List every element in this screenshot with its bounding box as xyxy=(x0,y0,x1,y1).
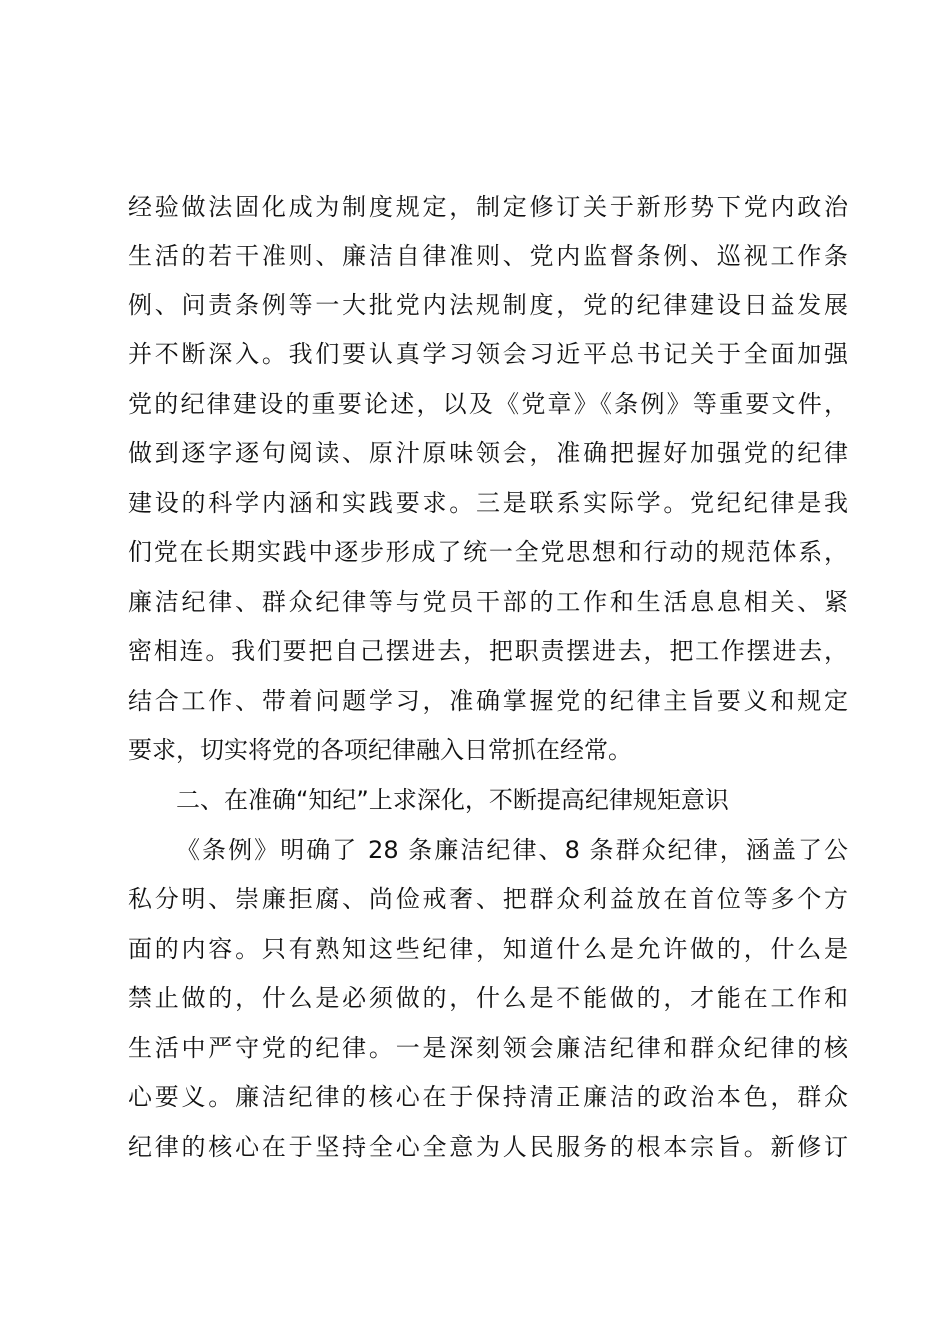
text-line: 做到逐字逐句阅读、原汁原味领会，准确把握好加强党的纪律 xyxy=(128,439,848,467)
text-line: 廉洁纪律、群众纪律等与党员干部的工作和生活息息相关、紧 xyxy=(128,588,848,616)
text-line: 禁止做的，什么是必须做的，什么是不能做的，才能在工作和 xyxy=(128,984,848,1012)
text-line: 结合工作、带着问题学习，准确掌握党的纪律主旨要义和规定 xyxy=(128,687,848,715)
text-line: 要求，切实将党的各项纪律融入日常抓在经常。 xyxy=(128,736,632,764)
text-line: 心要义。廉洁纪律的核心在于保持清正廉洁的政治本色，群众 xyxy=(128,1083,848,1111)
text-line: 生活中严守党的纪律。一是深刻领会廉洁纪律和群众纪律的核 xyxy=(128,1034,848,1062)
text-line: 建设的科学内涵和实践要求。三是联系实际学。党纪纪律是我 xyxy=(128,489,848,517)
text-line: 面的内容。只有熟知这些纪律，知道什么是允许做的，什么是 xyxy=(128,935,848,963)
text-line: 例、问责条例等一大批党内法规制度，党的纪律建设日益发展 xyxy=(128,291,848,319)
text-line: 经验做法固化成为制度规定，制定修订关于新形势下党内政治 xyxy=(128,193,848,221)
text-line: 《条例》明确了 28 条廉洁纪律、8 条群众纪律，涵盖了公 xyxy=(176,836,848,864)
text-line: 并不断深入。我们要认真学习领会习近平总书记关于全面加强 xyxy=(128,340,848,368)
text-line: 生活的若干准则、廉洁自律准则、党内监督条例、巡视工作条 xyxy=(128,242,848,270)
text-line: 密相连。我们要把自己摆进去，把职责摆进去，把工作摆进去， xyxy=(128,637,848,665)
text-line: 们党在长期实践中逐步形成了统一全党思想和行动的规范体系， xyxy=(128,538,848,566)
section-heading: 二、在准确“知纪”上求深化，不断提高纪律规矩意识 xyxy=(176,786,729,814)
text-line: 私分明、崇廉拒腐、尚俭戒奢、把群众利益放在首位等多个方 xyxy=(128,885,848,913)
text-line: 党的纪律建设的重要论述，以及《党章》《条例》等重要文件， xyxy=(128,390,848,418)
text-line: 纪律的核心在于坚持全心全意为人民服务的根本宗旨。新修订 xyxy=(128,1133,848,1161)
